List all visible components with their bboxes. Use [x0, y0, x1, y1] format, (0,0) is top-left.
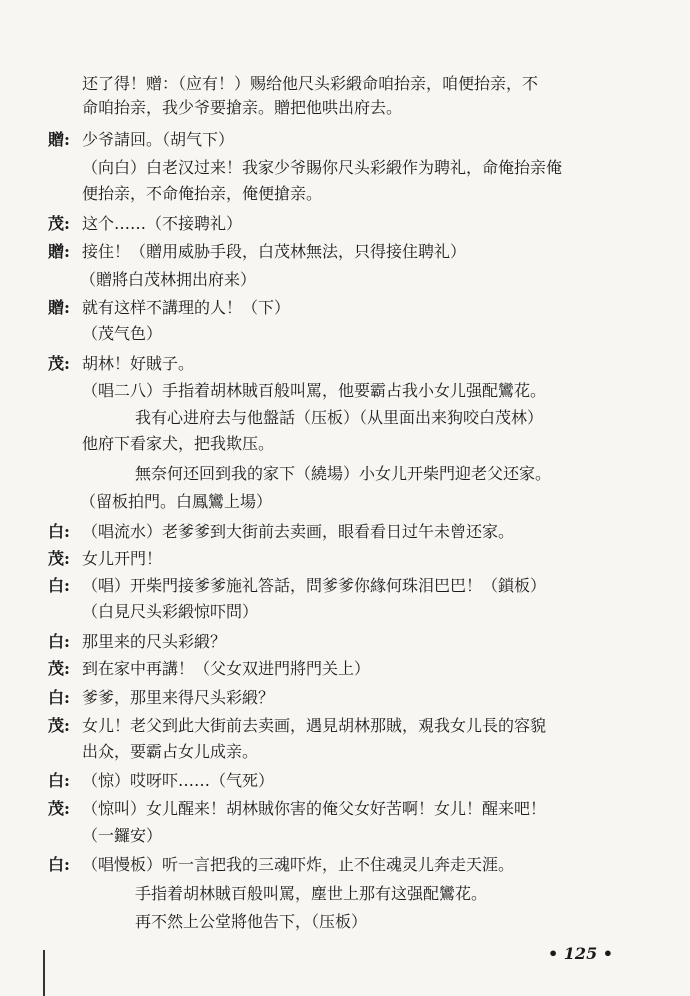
script-line: （一鑼安） [82, 826, 163, 845]
page-number: • 125 • [548, 944, 613, 963]
speaker-label: 茂: [48, 549, 70, 568]
script-line: 女儿！老父到此大街前去卖画，遇見胡林那賊，覌我女儿長的容貌 [82, 716, 547, 735]
script-line: （贈將白茂林拥出府来） [80, 270, 257, 289]
speaker-label: 白: [48, 688, 70, 707]
script-line: 再不然上公堂將他告下，（压板） [135, 912, 368, 931]
script-line: 手指着胡林賊百般叫罵，塵世上那有这强配鸞花。 [135, 884, 488, 903]
script-line: 便抬亲，不命俺抬亲，俺便搶亲。 [82, 184, 323, 203]
script-line: （向白）白老汉过来！我家少爷賜你尺头彩緞作为聘礼，命俺抬亲俺 [82, 158, 563, 177]
script-line: 那里来的尺头彩緞？ [82, 632, 227, 651]
speaker-label: 白: [48, 522, 70, 541]
speaker-label: 白: [48, 855, 70, 874]
script-line: 命咱抬亲，我少爷要搶亲。贈把他哄出府去。 [82, 98, 403, 117]
script-line: 就有这样不講理的人！（下） [82, 298, 291, 317]
speaker-label: 白: [48, 576, 70, 595]
speaker-label: 茂: [48, 214, 70, 233]
script-line: 接住！（贈用威胁手段，白茂林無法，只得接住聘礼） [82, 242, 467, 261]
script-line: 这个……（不接聘礼） [82, 214, 243, 233]
speaker-label: 茂: [48, 659, 70, 678]
script-line: 出众，要霸占女儿成亲。 [82, 742, 259, 761]
script-line: （唱）开柴門接爹爹施礼答話，問爹爹你緣何珠泪巴巴！（鎖板） [82, 576, 547, 595]
speaker-label: 贈: [48, 298, 70, 317]
speaker-label: 茂: [48, 354, 70, 373]
script-line: 無奈何还回到我的家下（繞場）小女儿开柴門迎老父还家。 [135, 464, 552, 483]
script-line: （惊）哎呀吓……（气死） [82, 771, 275, 790]
script-line: 他府下看家犬，把我欺压。 [82, 434, 275, 453]
script-line: 爹爹，那里来得尺头彩緞？ [82, 688, 275, 707]
script-line: （唱二八）手指着胡林賊百般叫罵，他要霸占我小女儿强配鸞花。 [82, 381, 547, 400]
speaker-label: 贈: [48, 130, 70, 149]
script-line: 少爷請回。（胡气下） [82, 130, 235, 149]
speaker-label: 贈: [48, 242, 70, 261]
script-line: （惊叫）女儿醒来！胡林賊你害的俺父女好苦啊！女儿！醒来吧！ [82, 799, 547, 818]
speaker-label: 白: [48, 771, 70, 790]
script-line: （唱流水）老爹爹到大街前去卖画，眼看看日过午未曾还家。 [82, 522, 515, 541]
script-line: （留板拍門。白鳳鸞上場） [80, 492, 273, 511]
script-line: 胡林！好賊子。 [82, 354, 195, 373]
script-line: （唱慢板）听一言把我的三魂吓炸，止不住魂灵儿奔走天涯。 [82, 855, 515, 874]
script-line: 还了得！赠：（应有！）赐给他尺头彩緞命咱抬亲，咱便抬亲，不 [82, 74, 539, 93]
script-line: 我有心进府去与他盤話（压板）（从里面出来狗咬白茂林） [135, 408, 544, 427]
script-line: 女儿开門！ [82, 549, 163, 568]
speaker-label: 白: [48, 632, 70, 651]
script-line: （茂气色） [82, 324, 163, 343]
script-line: 到在家中再講！（父女双进門將門关上） [82, 659, 371, 678]
speaker-label: 茂: [48, 716, 70, 735]
margin-rule [43, 950, 45, 996]
speaker-label: 茂: [48, 799, 70, 818]
script-line: （白見尺头彩緞惊吓問） [82, 602, 259, 621]
